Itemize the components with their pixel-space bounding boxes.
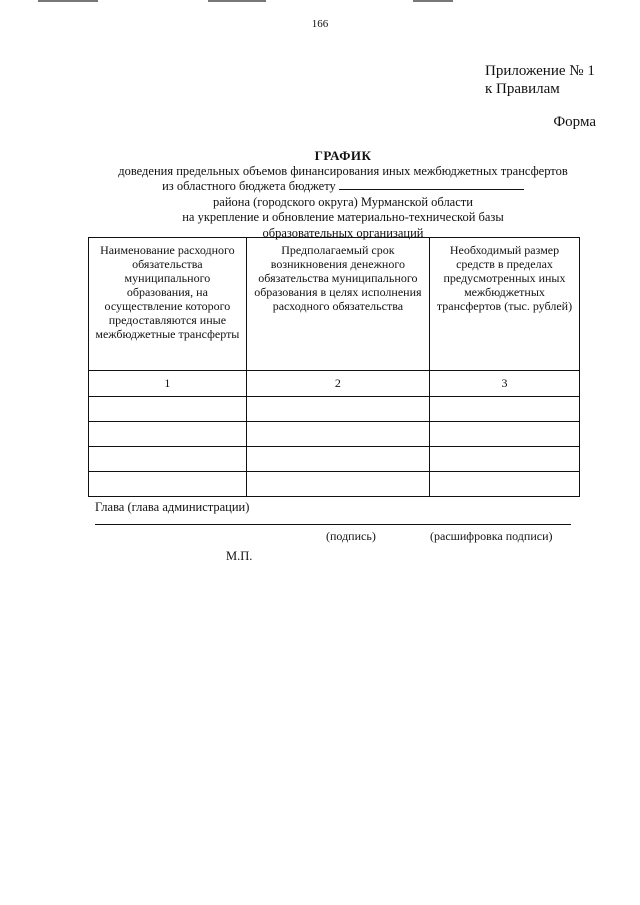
table-row (89, 472, 580, 497)
table-row (89, 422, 580, 447)
table-cell[interactable] (246, 422, 429, 447)
table-cell[interactable] (429, 447, 579, 472)
form-label: Форма (553, 114, 596, 130)
column-number: 2 (246, 371, 429, 397)
subtitle-line-2 (95, 179, 591, 195)
budget-name-blank (339, 179, 524, 190)
subtitle-line-3: района (городского округа) Мурманской области (213, 194, 473, 209)
subtitle-line-1: доведения предельных объемов финансирования иных межбюджетных трансфертов (118, 163, 568, 178)
schedule-table (88, 237, 580, 497)
scan-mark (413, 0, 453, 2)
table-cell[interactable] (246, 472, 429, 497)
table-cell[interactable] (89, 397, 247, 422)
stamp-label: М.П. (226, 549, 253, 563)
head-label: Глава (глава администрации) (95, 500, 250, 514)
subtitle-line-2-text: из областного бюджета бюджету (162, 179, 336, 193)
table-cell[interactable] (429, 472, 579, 497)
header-expected-term: Предполагаемый срок возникновения денежного обязательства муниципального образования в целях исполнения расходного обязательства (246, 238, 429, 371)
table-cell[interactable] (89, 422, 247, 447)
signature-line (95, 524, 571, 525)
column-number: 1 (89, 371, 247, 397)
table-cell[interactable] (89, 447, 247, 472)
appendix-line-2: к Правилам (485, 81, 560, 97)
table-row (89, 447, 580, 472)
title-block (95, 148, 591, 241)
scan-mark (38, 0, 98, 2)
signature-transcript-caption: (расшифровка подписи) (430, 529, 553, 543)
column-number: 3 (429, 371, 579, 397)
scan-mark (208, 0, 266, 2)
table-cell[interactable] (89, 472, 247, 497)
table-header-row (89, 238, 580, 371)
header-required-amount: Необходимый размер средств в пределах предусмотренных иных межбюджетных трансфертов (тыс. рублей) (429, 238, 579, 371)
table-cell[interactable] (246, 397, 429, 422)
signature-caption: (подпись) (326, 529, 376, 543)
table-cell[interactable] (429, 422, 579, 447)
appendix-reference (485, 62, 595, 98)
subtitle-line-4: на укрепление и обновление материально-технической базы (182, 210, 504, 224)
header-obligation-name: Наименование расходного обязательства муниципального образования, на осуществление которого предоставляются иные межбюджетные трансферты (89, 238, 247, 371)
appendix-line-1: Приложение № 1 (485, 63, 595, 79)
scan-top-marks (0, 0, 640, 4)
document-title: ГРАФИК (314, 148, 372, 163)
table-cell[interactable] (429, 397, 579, 422)
table-cell[interactable] (246, 447, 429, 472)
table-row (89, 397, 580, 422)
page-number: 166 (311, 18, 329, 30)
column-number-row (89, 371, 580, 397)
subtitle-line-5: образовательных организаций (262, 225, 424, 240)
